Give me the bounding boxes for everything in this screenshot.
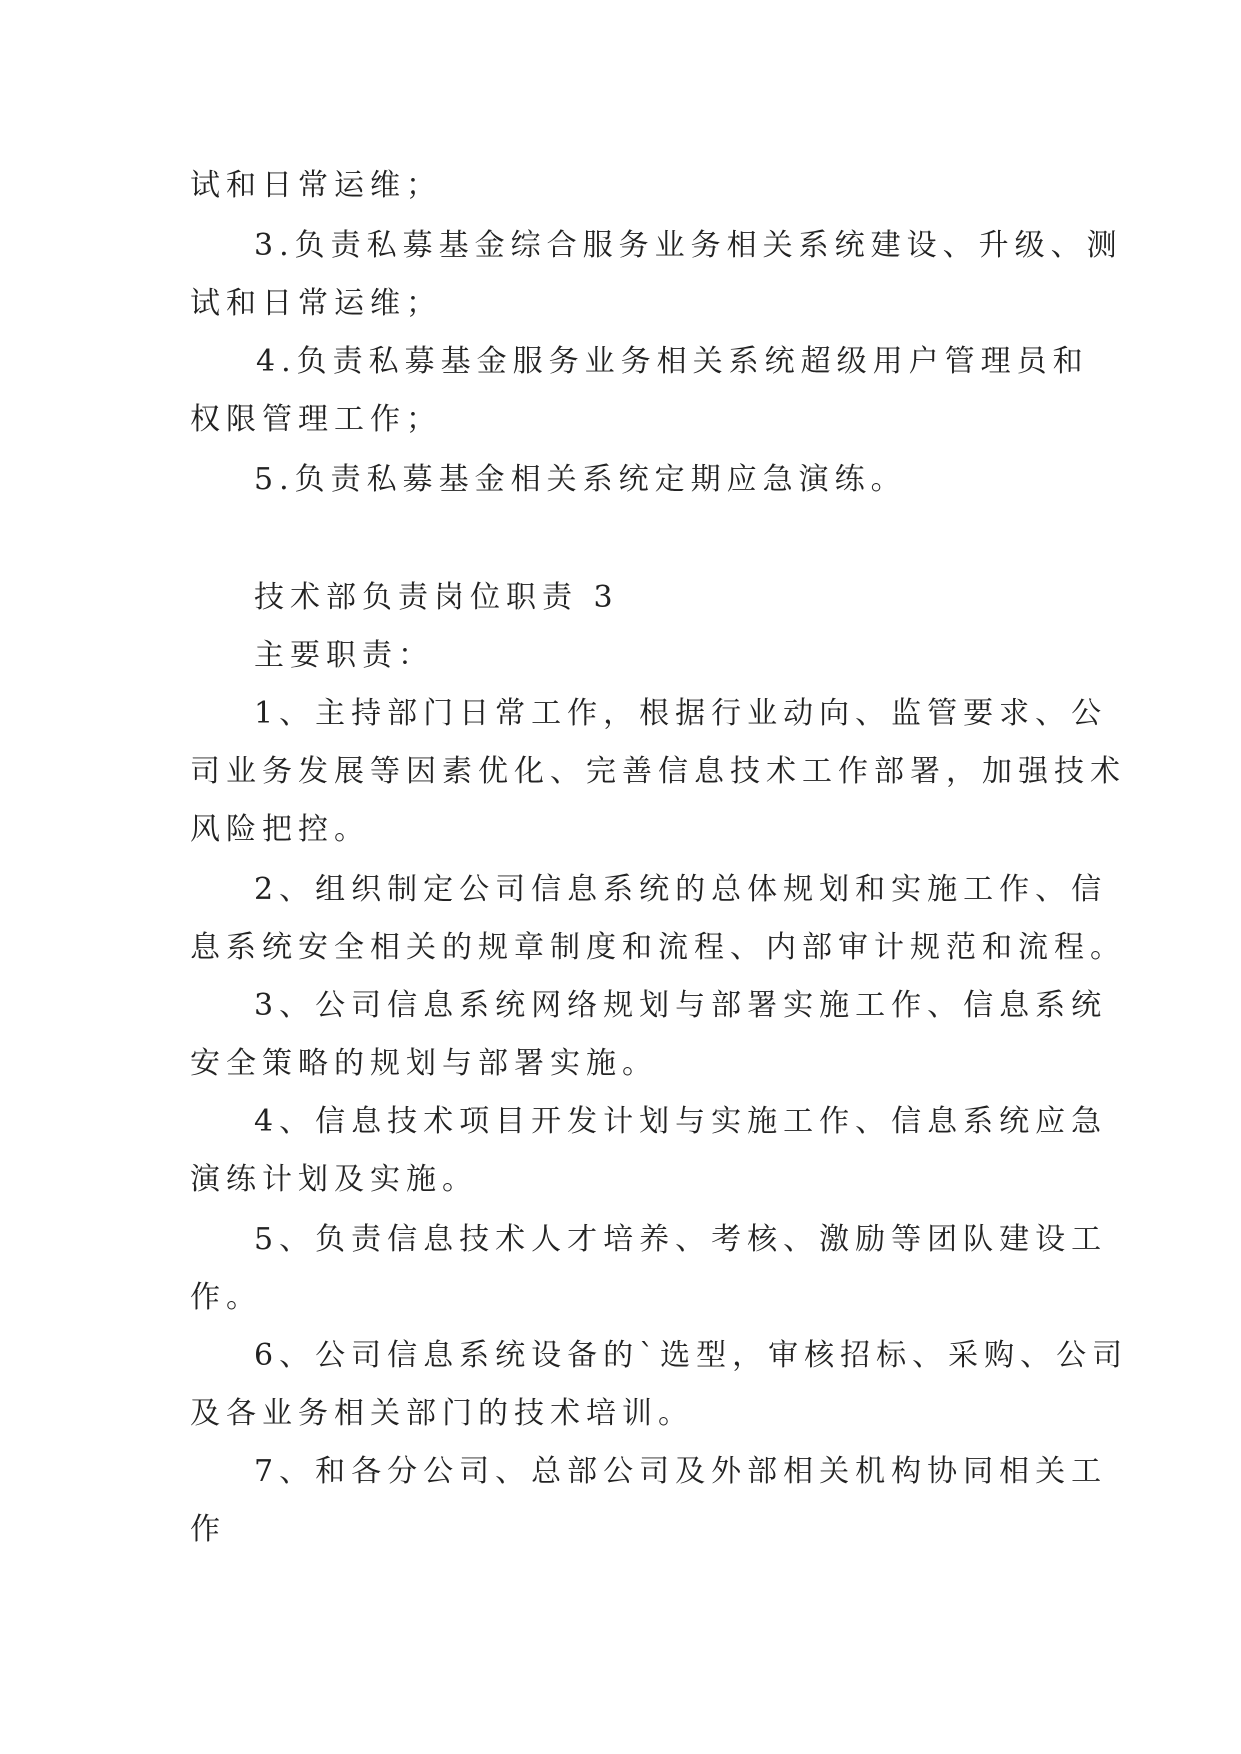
text-line: 作。 bbox=[190, 1280, 262, 1315]
text-line: 作 bbox=[190, 1512, 226, 1547]
text-line: 风险把控。 bbox=[190, 812, 370, 847]
text-line: 1、主持部门日常工作，根据行业动向、监管要求、公 bbox=[254, 696, 1108, 731]
text-line: 及各业务相关部门的技术培训。 bbox=[190, 1396, 694, 1431]
text-line: 演练计划及实施。 bbox=[190, 1162, 478, 1197]
text-line: 司业务发展等因素优化、完善信息技术工作部署，加强技术 bbox=[190, 754, 1126, 789]
text-line: 3.负责私募基金综合服务业务相关系统建设、升级、测 bbox=[254, 228, 1123, 263]
text-line: 权限管理工作； bbox=[190, 402, 442, 437]
text-line: 6、公司信息系统设备的`选型，审核招标、采购、公司 bbox=[254, 1338, 1129, 1373]
text-line: 主要职责： bbox=[254, 638, 434, 673]
text-line: 5、负责信息技术人才培养、考核、激励等团队建设工 bbox=[254, 1222, 1108, 1257]
text-line: 试和日常运维； bbox=[190, 286, 442, 321]
text-line: 安全策略的规划与部署实施。 bbox=[190, 1046, 658, 1081]
text-line: 4、信息技术项目开发计划与实施工作、信息系统应急 bbox=[254, 1104, 1108, 1139]
text-line: 息系统安全相关的规章制度和流程、内部审计规范和流程。 bbox=[190, 930, 1126, 965]
text-line: 7、和各分公司、总部公司及外部相关机构协同相关工 bbox=[254, 1454, 1108, 1489]
text-line: 5.负责私募基金相关系统定期应急演练。 bbox=[254, 462, 907, 497]
text-line: 试和日常运维； bbox=[190, 168, 442, 203]
text-line: 4.负责私募基金服务业务相关系统超级用户管理员和 bbox=[256, 344, 1089, 379]
text-line: 2、组织制定公司信息系统的总体规划和实施工作、信 bbox=[254, 872, 1108, 907]
text-line: 3、公司信息系统网络规划与部署实施工作、信息系统 bbox=[254, 988, 1108, 1023]
section-heading: 技术部负责岗位职责 3 bbox=[254, 580, 619, 615]
